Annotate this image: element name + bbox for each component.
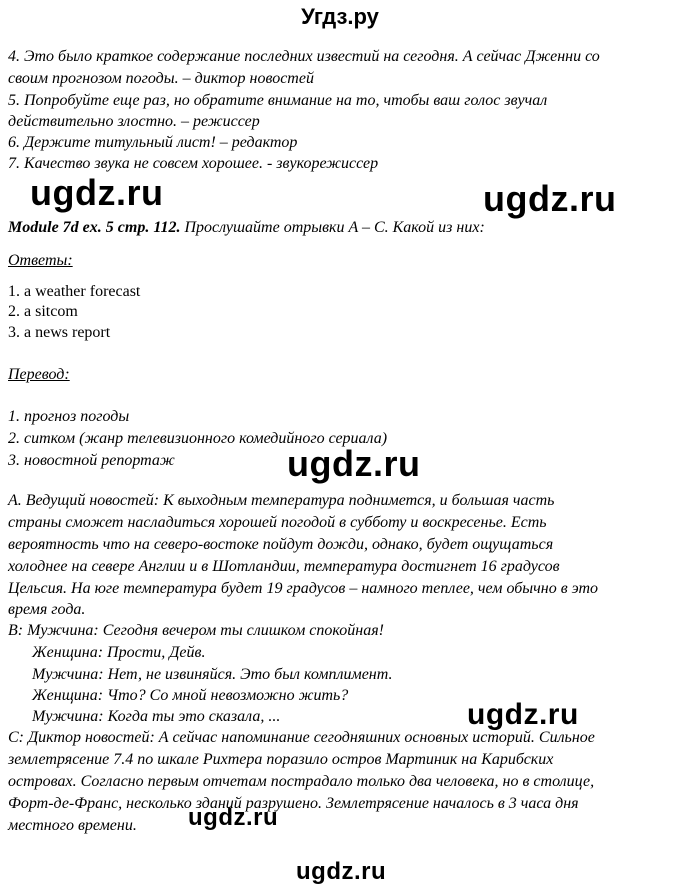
intro-line: своим прогнозом погоды. – диктор новостей — [8, 70, 314, 87]
passage-b-line: Мужчина: Нет, не извиняйся. Это был комплимент. — [32, 666, 393, 683]
watermark: ugdz.ru — [188, 804, 279, 831]
task-header — [8, 217, 485, 238]
answer-item: 2. a sitcom — [8, 303, 78, 320]
task-text: Прослушайте отрывки A – C. Какой из них: — [180, 219, 485, 236]
answers-heading: Ответы: — [8, 252, 73, 269]
intro-line: действительно злостно. – режиссер — [8, 113, 260, 130]
translation-heading: Перевод: — [8, 366, 70, 383]
intro-line: 4. Это было краткое содержание последних известий на сегодня. А сейчас Дженни со — [8, 48, 600, 65]
passage-a-line: время года. — [8, 601, 86, 618]
passage-a-line: холоднее на севере Англии и в Шотландии, температура достигнет 16 градусов — [8, 558, 560, 575]
passage-b-line: Женщина: Что? Со мной невозможно жить? — [32, 687, 349, 704]
translation-item: 2. ситком (жанр телевизионного комедийного сериала) — [8, 430, 388, 447]
watermark: ugdz.ru — [467, 698, 579, 731]
watermark: ugdz.ru — [296, 858, 387, 885]
task-title: Module 7d ex. 5 стр. 112. — [8, 219, 181, 236]
passage-b-line: Женщина: Прости, Дейв. — [32, 644, 206, 661]
passage-c-line: C: Диктор новостей: А сейчас напоминание сегодняшних основных историй. Сильное — [8, 729, 595, 746]
passage-c-line: островах. Согласно первым отчетам пострадало только два человека, но в столице, — [8, 773, 595, 790]
answer-item: 3. a news report — [8, 324, 111, 341]
watermark: ugdz.ru — [30, 172, 164, 213]
passage-a-line: страны сможет насладиться хорошей погодой в субботу и воскресенье. Есть — [8, 514, 547, 531]
watermark: ugdz.ru — [287, 443, 421, 484]
passage-a-line: вероятность что на северо-востоке пойдут дожди, однако, будет ощущаться — [8, 536, 554, 553]
intro-line: 5. Попробуйте еще раз, но обратите внимание на то, чтобы ваш голос звучал — [8, 92, 548, 109]
passage-c-line: землетрясение 7.4 по шкале Рихтера поразило остров Мартиник на Карибских — [8, 751, 554, 768]
site-title: Угдз.ру — [301, 4, 379, 29]
passage-a-line: Цельсия. На юге температура будет 19 градусов – намного теплее, чем обычно в это — [8, 580, 599, 597]
intro-line: 6. Держите титульный лист! – редактор — [8, 134, 298, 151]
translation-item: 1. прогноз погоды — [8, 408, 130, 425]
passage-c-line: Форт-де-Франс, несколько зданий разрушено. Землетрясение началось в 3 часа дня — [8, 795, 579, 812]
answer-item: 1. a weather forecast — [8, 283, 141, 300]
passage-b-line: Мужчина: Когда ты это сказала, ... — [32, 708, 281, 725]
passage-b-line: B: Мужчина: Сегодня вечером ты слишком спокойная! — [8, 622, 384, 639]
passage-a-line: A. Ведущий новостей: К выходным температура поднимется, и большая часть — [8, 492, 555, 509]
passage-c-line: местного времени. — [8, 817, 137, 834]
translation-item: 3. новостной репортаж — [8, 452, 175, 469]
watermark: ugdz.ru — [483, 178, 617, 219]
intro-line: 7. Качество звука не совсем хорошее. - звукорежиссер — [8, 155, 379, 172]
